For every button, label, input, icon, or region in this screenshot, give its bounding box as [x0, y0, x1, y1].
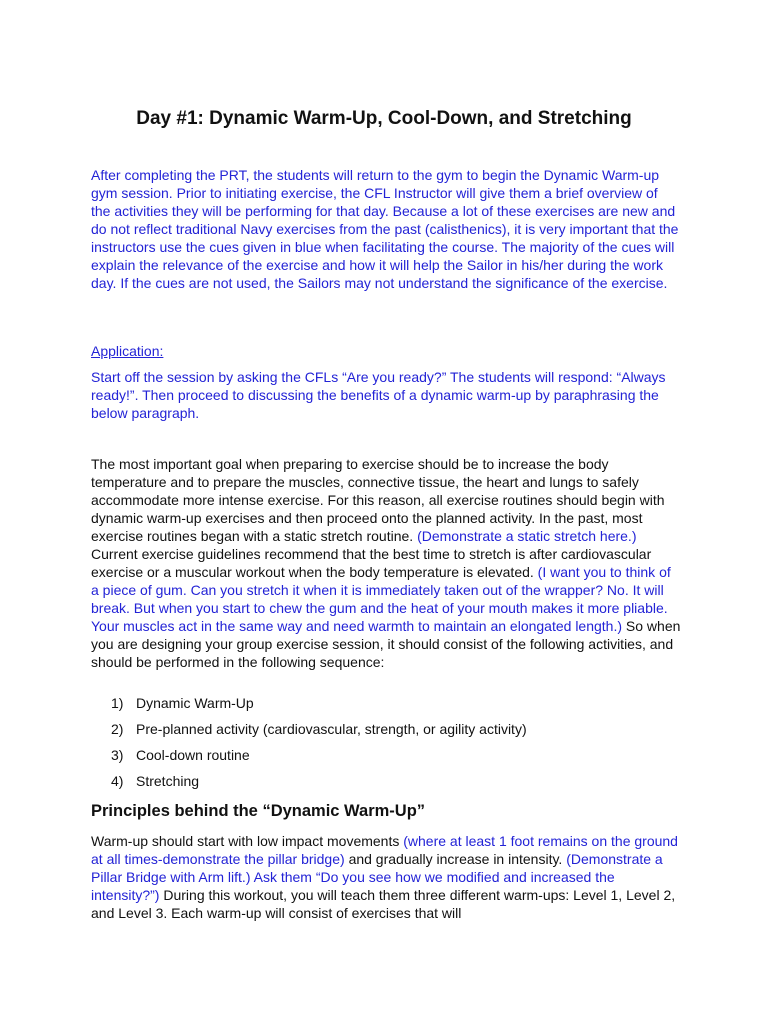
list-item-number: 2) [111, 721, 124, 737]
application-paragraph: Start off the session by asking the CFLs “Are you ready?” The students will respond: “Always ready!”. Then proceed to discussing the benefits of a dynamic warm-up by paraphrasing the below paragraph. [91, 369, 666, 421]
intro-paragraph: After completing the PRT, the students will return to the gym to begin the Dynamic Warm-up gym session. Prior to initiating exercise, the CFL Instructor will give them a brief overview of the activities they will be performing for that day. Because a lot of these exercises are new and do not reflect traditional Navy exercises from the past (calisthenics), it is very important that the instructors use the cues given in blue when facilitating the course. The majority of the cues will explain the relevance of the exercise and how it will help the Sailor in his/her during the work day. If the cues are not used, the Sailors may not understand the significance of the exercise. [91, 167, 679, 291]
list-item [111, 720, 527, 746]
list-item-text: Stretching [136, 773, 200, 789]
section-heading: Principles behind the “Dynamic Warm-Up” [91, 802, 426, 820]
cue-static-stretch: (Demonstrate a static stretch here.) [417, 528, 637, 544]
cue-gum-analogy: (I want you to think of a piece of gum. Can you stretch it when it is immediately taken out of the wrapper? No. It will break. But when you start to chew the gum and the heat of your mouth makes it more pliable. Your muscles act in the same way and need warmth to maintain an elongated length.) [91, 564, 671, 634]
list-item-number: 1) [111, 695, 124, 711]
list-item-number: 4) [111, 773, 124, 789]
sequence-list [111, 694, 527, 798]
list-item [111, 746, 527, 772]
list-item-text: Cool-down routine [136, 747, 250, 763]
list-item-text: Dynamic Warm-Up [136, 695, 254, 711]
warmup-text-1: Warm-up should start with low impact movements [91, 833, 400, 849]
list-item [111, 694, 527, 720]
cue-arm-lift: (Demonstrate a Pillar Bridge with Arm lift.) Ask them “Do you see how we modified and increased the intensity?”) [91, 851, 663, 903]
warmup-text-2: and gradually increase in intensity. [348, 851, 563, 867]
main-text-2: Current exercise guidelines recommend that the best time to stretch is after cardiovascular exercise or a muscular workout when the body temperature is elevated. [91, 546, 652, 580]
application-heading: Application: [91, 343, 164, 359]
warmup-paragraph [91, 832, 681, 922]
cue-pillar-bridge: (where at least 1 foot remains on the ground at all times-demonstrate the pillar bridge) [91, 833, 678, 867]
main-text-1: The most important goal when preparing to exercise should be to increase the body temperature and to prepare the muscles, connective tissue, the heart and lungs to safely accommodate more intense exercise. For this reason, all exercise routines should begin with dynamic warm-up exercises and then proceed onto the planned activity. In the past, most exercise routines began with a static stretch routine. [91, 456, 665, 544]
main-text-3: So when you are designing your group exercise session, it should consist of the following activities, and should be performed in the following sequence: [91, 618, 681, 670]
list-item-text: Pre-planned activity (cardiovascular, strength, or agility activity) [136, 721, 527, 737]
page-title: Day #1: Dynamic Warm-Up, Cool-Down, and Stretching [136, 108, 632, 129]
list-item-number: 3) [111, 747, 124, 763]
warmup-text-3: During this workout, you will teach them three different warm-ups: Level 1, Level 2, and Level 3. Each warm-up will consist of exercises that will [91, 887, 676, 921]
main-paragraph [91, 455, 681, 671]
list-item [111, 772, 527, 798]
